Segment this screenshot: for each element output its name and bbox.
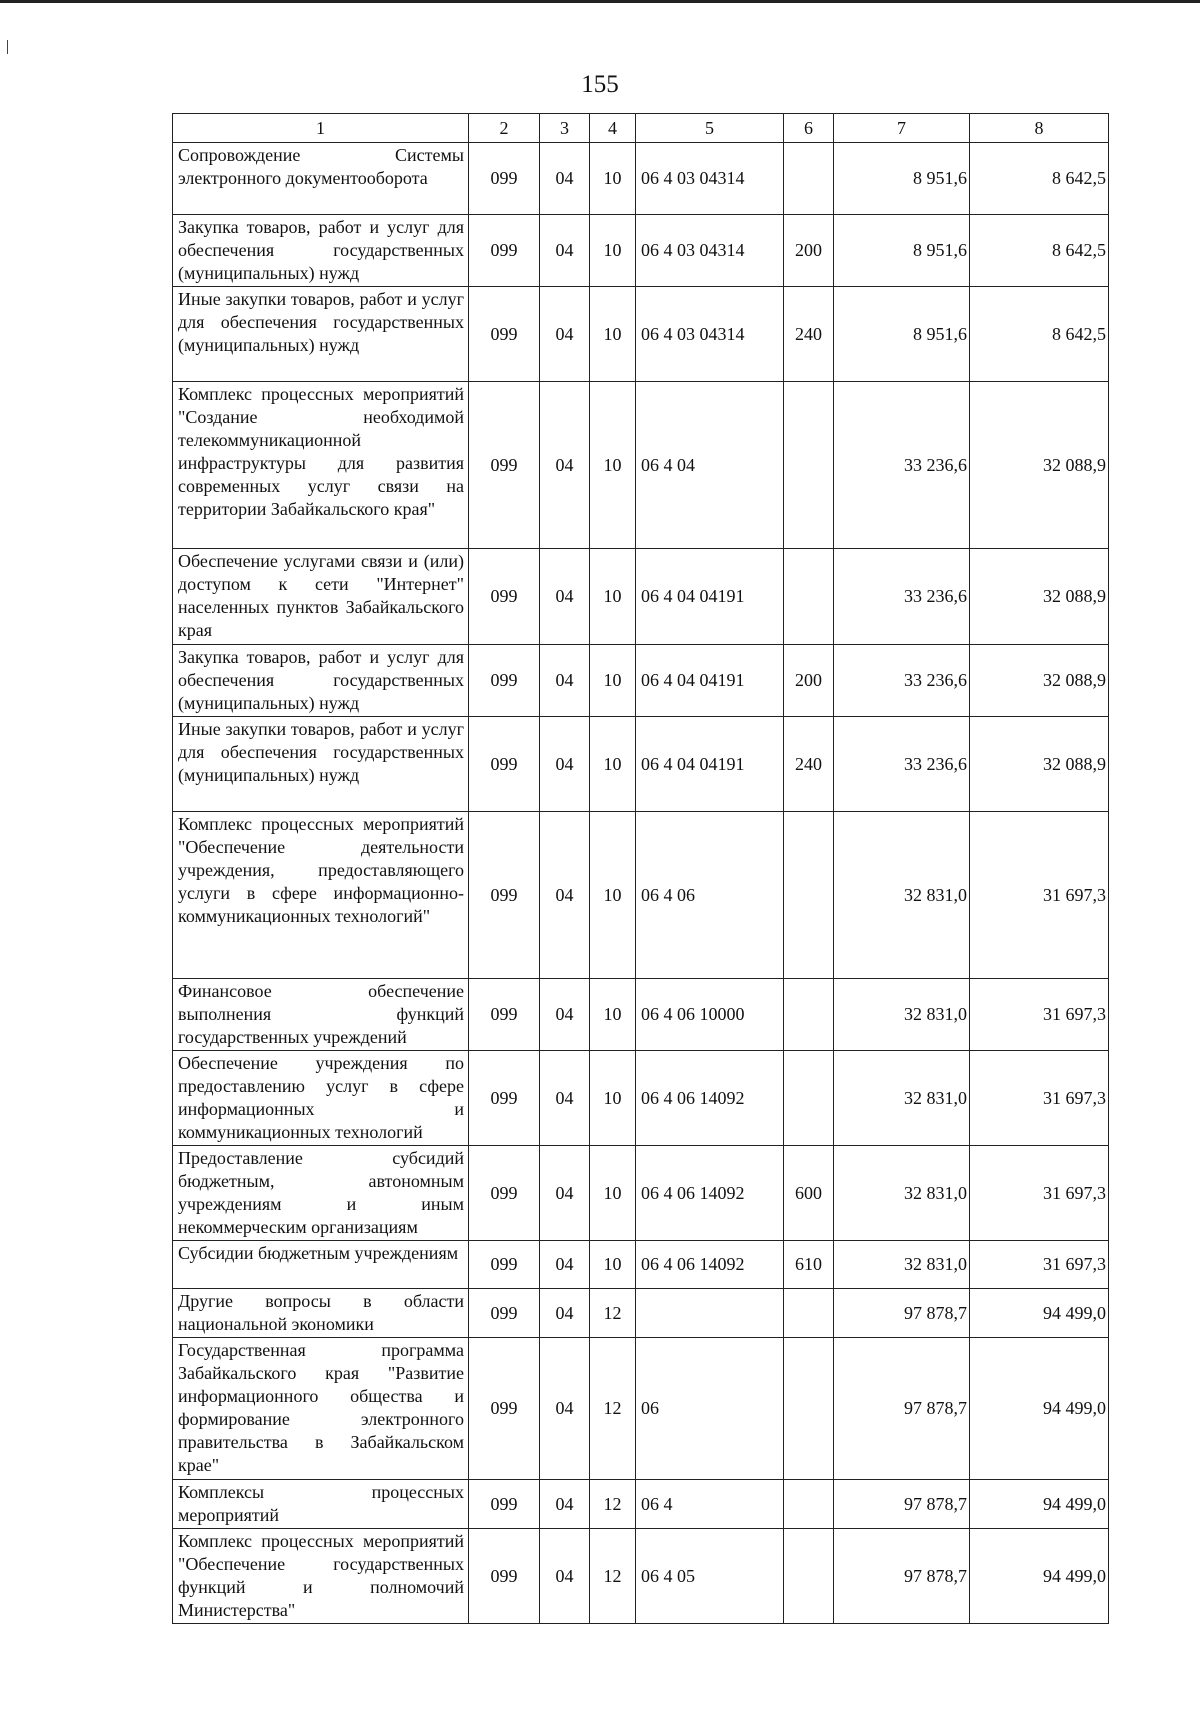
expense-type-cell: 240 — [784, 717, 834, 812]
row-name-cell: Комплекс процессных мероприятий "Обеспечение деятельности учреждения, предоставляющего услуги в сфере информационно-коммуникационных технологий" — [173, 812, 469, 979]
expense-type-cell — [784, 1480, 834, 1529]
amount-year2-cell: 31 697,3 — [970, 1146, 1109, 1241]
section-code-cell: 04 — [540, 1529, 590, 1624]
target-article-cell: 06 4 03 04314 — [636, 287, 784, 382]
table-row — [173, 645, 1109, 717]
ministry-code-cell: 099 — [469, 1289, 540, 1338]
target-article-cell: 06 4 05 — [636, 1529, 784, 1624]
section-code-cell: 04 — [540, 1338, 590, 1480]
table-row — [173, 1051, 1109, 1146]
row-name-cell: Другие вопросы в области национальной экономики — [173, 1289, 469, 1338]
amount-year2-cell: 31 697,3 — [970, 979, 1109, 1051]
target-article-cell: 06 4 06 14092 — [636, 1241, 784, 1289]
amount-year2-cell: 32 088,9 — [970, 549, 1109, 645]
column-header-7: 7 — [834, 114, 970, 143]
ministry-code-cell: 099 — [469, 1529, 540, 1624]
amount-year1-cell: 8 951,6 — [834, 215, 970, 287]
row-name-cell: Закупка товаров, работ и услуг для обеспечения государственных (муниципальных) нужд — [173, 645, 469, 717]
target-article-cell: 06 4 — [636, 1480, 784, 1529]
row-name-cell: Сопровождение Системы электронного документооборота — [173, 143, 469, 215]
section-code-cell: 04 — [540, 979, 590, 1051]
row-name-cell: Обеспечение учреждения по предоставлению услуг в сфере информационных и коммуникационных технологий — [173, 1051, 469, 1146]
table-row — [173, 1480, 1109, 1529]
expense-type-cell: 600 — [784, 1146, 834, 1241]
row-name-cell: Субсидии бюджетным учреждениям — [173, 1241, 469, 1289]
ministry-code-cell: 099 — [469, 1051, 540, 1146]
subsection-code-cell: 10 — [590, 1241, 636, 1289]
subsection-code-cell: 10 — [590, 382, 636, 549]
section-code-cell: 04 — [540, 215, 590, 287]
target-article-cell — [636, 1289, 784, 1338]
subsection-code-cell: 10 — [590, 979, 636, 1051]
section-code-cell: 04 — [540, 143, 590, 215]
subsection-code-cell: 10 — [590, 645, 636, 717]
ministry-code-cell: 099 — [469, 1146, 540, 1241]
table-row — [173, 1289, 1109, 1338]
expense-type-cell — [784, 382, 834, 549]
table-row — [173, 1241, 1109, 1289]
ministry-code-cell: 099 — [469, 979, 540, 1051]
column-header-6: 6 — [784, 114, 834, 143]
amount-year2-cell: 31 697,3 — [970, 1051, 1109, 1146]
target-article-cell: 06 4 04 04191 — [636, 717, 784, 812]
page-number: 155 — [581, 71, 619, 98]
row-name-cell: Комплекс процессных мероприятий "Обеспечение государственных функций и полномочий Министерства" — [173, 1529, 469, 1624]
ministry-code-cell: 099 — [469, 812, 540, 979]
amount-year1-cell: 8 951,6 — [834, 143, 970, 215]
amount-year1-cell: 32 831,0 — [834, 812, 970, 979]
expense-type-cell — [784, 1051, 834, 1146]
section-code-cell: 04 — [540, 1480, 590, 1529]
subsection-code-cell: 10 — [590, 549, 636, 645]
section-code-cell: 04 — [540, 1051, 590, 1146]
table-row — [173, 812, 1109, 979]
top-border-line — [0, 0, 1200, 3]
row-name-cell: Комплексы процессных мероприятий — [173, 1480, 469, 1529]
budget-table — [172, 113, 1109, 1624]
expense-type-cell — [784, 1529, 834, 1624]
column-header-1: 1 — [173, 114, 469, 143]
ministry-code-cell: 099 — [469, 287, 540, 382]
table-row — [173, 382, 1109, 549]
target-article-cell: 06 4 03 04314 — [636, 143, 784, 215]
amount-year1-cell: 97 878,7 — [834, 1338, 970, 1480]
expense-type-cell — [784, 549, 834, 645]
amount-year2-cell: 94 499,0 — [970, 1480, 1109, 1529]
expense-type-cell — [784, 143, 834, 215]
amount-year2-cell: 94 499,0 — [970, 1529, 1109, 1624]
amount-year2-cell: 8 642,5 — [970, 287, 1109, 382]
table-row — [173, 1529, 1109, 1624]
amount-year2-cell: 31 697,3 — [970, 1241, 1109, 1289]
table-row — [173, 215, 1109, 287]
subsection-code-cell: 10 — [590, 1051, 636, 1146]
column-header-8: 8 — [970, 114, 1109, 143]
subsection-code-cell: 12 — [590, 1289, 636, 1338]
table-row — [173, 717, 1109, 812]
table-row — [173, 549, 1109, 645]
target-article-cell: 06 4 04 04191 — [636, 645, 784, 717]
target-article-cell: 06 4 06 14092 — [636, 1051, 784, 1146]
subsection-code-cell: 10 — [590, 812, 636, 979]
section-code-cell: 04 — [540, 717, 590, 812]
section-code-cell: 04 — [540, 549, 590, 645]
amount-year1-cell: 33 236,6 — [834, 717, 970, 812]
amount-year2-cell: 94 499,0 — [970, 1289, 1109, 1338]
ministry-code-cell: 099 — [469, 382, 540, 549]
target-article-cell: 06 4 04 04191 — [636, 549, 784, 645]
subsection-code-cell: 10 — [590, 215, 636, 287]
target-article-cell: 06 4 03 04314 — [636, 215, 784, 287]
row-name-cell: Обеспечение услугами связи и (или) доступом к сети "Интернет" населенных пунктов Забайкальского края — [173, 549, 469, 645]
amount-year1-cell: 33 236,6 — [834, 382, 970, 549]
target-article-cell: 06 4 06 14092 — [636, 1146, 784, 1241]
amount-year1-cell: 33 236,6 — [834, 645, 970, 717]
amount-year1-cell: 97 878,7 — [834, 1529, 970, 1624]
amount-year1-cell: 32 831,0 — [834, 1146, 970, 1241]
ministry-code-cell: 099 — [469, 645, 540, 717]
amount-year2-cell: 94 499,0 — [970, 1338, 1109, 1480]
table-row — [173, 1338, 1109, 1480]
expense-type-cell: 200 — [784, 215, 834, 287]
row-name-cell: Иные закупки товаров, работ и услуг для обеспечения государственных (муниципальных) нужд — [173, 287, 469, 382]
table-header-row — [173, 114, 1109, 143]
section-code-cell: 04 — [540, 1241, 590, 1289]
section-code-cell: 04 — [540, 812, 590, 979]
section-code-cell: 04 — [540, 645, 590, 717]
amount-year2-cell: 31 697,3 — [970, 812, 1109, 979]
amount-year2-cell: 32 088,9 — [970, 645, 1109, 717]
column-header-5: 5 — [636, 114, 784, 143]
expense-type-cell — [784, 1289, 834, 1338]
section-code-cell: 04 — [540, 382, 590, 549]
amount-year1-cell: 97 878,7 — [834, 1289, 970, 1338]
subsection-code-cell: 10 — [590, 1146, 636, 1241]
subsection-code-cell: 12 — [590, 1480, 636, 1529]
ministry-code-cell: 099 — [469, 215, 540, 287]
scan-mark — [7, 40, 8, 54]
section-code-cell: 04 — [540, 1289, 590, 1338]
amount-year1-cell: 32 831,0 — [834, 1051, 970, 1146]
subsection-code-cell: 12 — [590, 1338, 636, 1480]
subsection-code-cell: 10 — [590, 717, 636, 812]
amount-year1-cell: 8 951,6 — [834, 287, 970, 382]
row-name-cell: Закупка товаров, работ и услуг для обеспечения государственных (муниципальных) нужд — [173, 215, 469, 287]
section-code-cell: 04 — [540, 287, 590, 382]
amount-year2-cell: 32 088,9 — [970, 382, 1109, 549]
amount-year1-cell: 33 236,6 — [834, 549, 970, 645]
amount-year1-cell: 97 878,7 — [834, 1480, 970, 1529]
row-name-cell: Предоставление субсидий бюджетным, автономным учреждениям и иным некоммерческим организациям — [173, 1146, 469, 1241]
target-article-cell: 06 4 06 — [636, 812, 784, 979]
table-row — [173, 1146, 1109, 1241]
ministry-code-cell: 099 — [469, 1338, 540, 1480]
subsection-code-cell: 10 — [590, 143, 636, 215]
ministry-code-cell: 099 — [469, 1241, 540, 1289]
target-article-cell: 06 4 06 10000 — [636, 979, 784, 1051]
ministry-code-cell: 099 — [469, 143, 540, 215]
section-code-cell: 04 — [540, 1146, 590, 1241]
column-header-4: 4 — [590, 114, 636, 143]
row-name-cell: Государственная программа Забайкальского края "Развитие информационного общества и формирование электронного правительства в Забайкальском крае" — [173, 1338, 469, 1480]
expense-type-cell — [784, 979, 834, 1051]
table-row — [173, 287, 1109, 382]
expense-type-cell — [784, 1338, 834, 1480]
row-name-cell: Комплекс процессных мероприятий "Создание необходимой телекоммуникационной инфраструктуры для развития современных услуг связи на территории Забайкальского края" — [173, 382, 469, 549]
amount-year2-cell: 8 642,5 — [970, 143, 1109, 215]
row-name-cell: Иные закупки товаров, работ и услуг для обеспечения государственных (муниципальных) нужд — [173, 717, 469, 812]
expense-type-cell: 200 — [784, 645, 834, 717]
ministry-code-cell: 099 — [469, 717, 540, 812]
expense-type-cell — [784, 812, 834, 979]
subsection-code-cell: 10 — [590, 287, 636, 382]
expense-type-cell: 610 — [784, 1241, 834, 1289]
subsection-code-cell: 12 — [590, 1529, 636, 1624]
table-row — [173, 979, 1109, 1051]
ministry-code-cell: 099 — [469, 1480, 540, 1529]
row-name-cell: Финансовое обеспечение выполнения функций государственных учреждений — [173, 979, 469, 1051]
amount-year2-cell: 8 642,5 — [970, 215, 1109, 287]
amount-year1-cell: 32 831,0 — [834, 979, 970, 1051]
expense-type-cell: 240 — [784, 287, 834, 382]
table-row — [173, 143, 1109, 215]
target-article-cell: 06 — [636, 1338, 784, 1480]
ministry-code-cell: 099 — [469, 549, 540, 645]
column-header-2: 2 — [469, 114, 540, 143]
amount-year1-cell: 32 831,0 — [834, 1241, 970, 1289]
amount-year2-cell: 32 088,9 — [970, 717, 1109, 812]
target-article-cell: 06 4 04 — [636, 382, 784, 549]
column-header-3: 3 — [540, 114, 590, 143]
